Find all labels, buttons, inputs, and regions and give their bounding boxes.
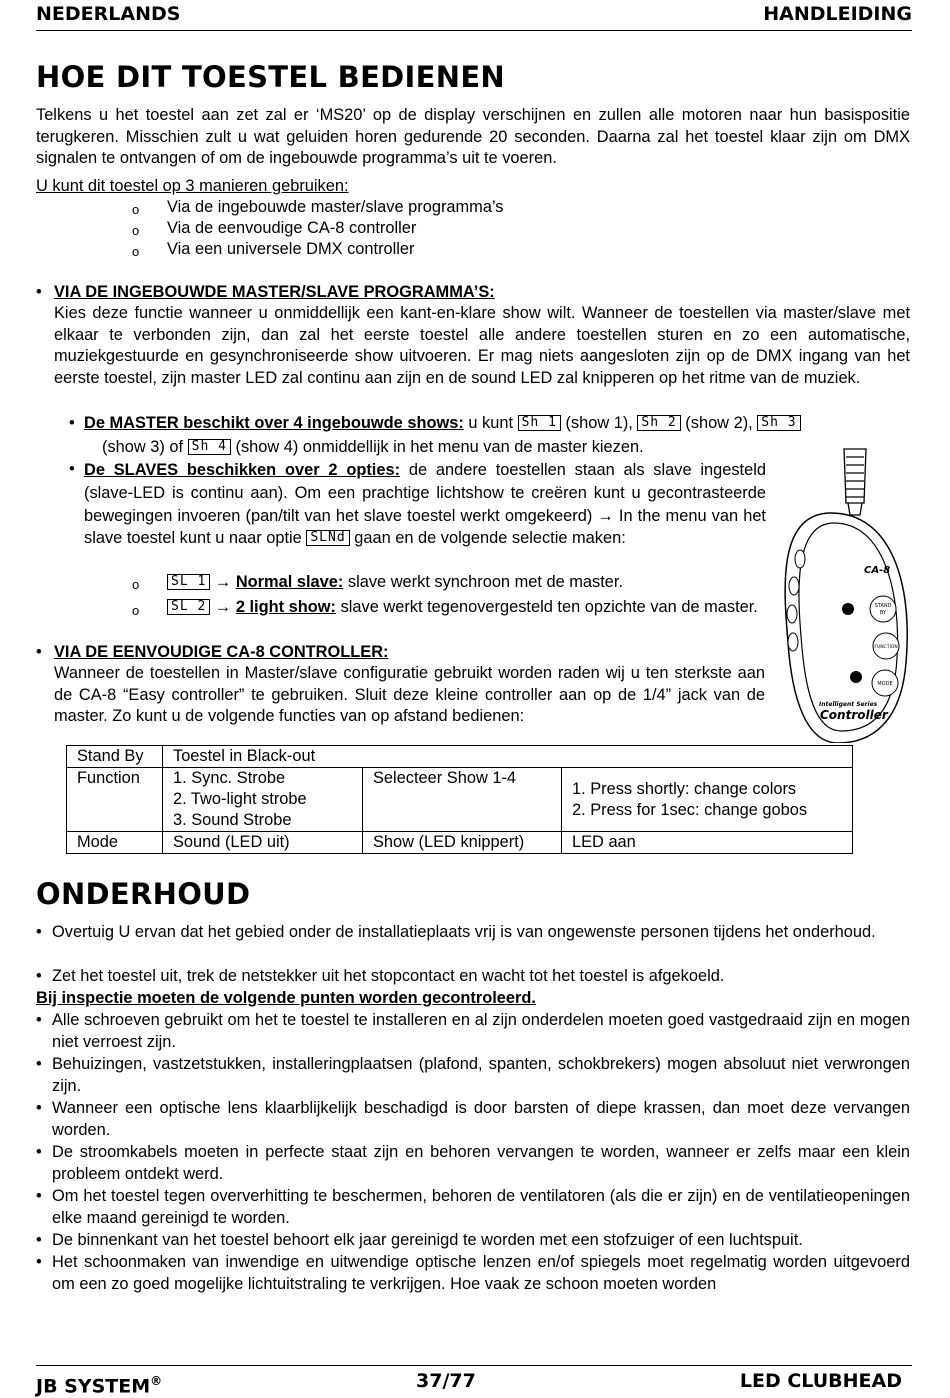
table-row — [67, 746, 853, 768]
circle-bullet-icon: o — [132, 223, 140, 238]
circle-bullet-icon: o — [132, 202, 140, 217]
bullet-icon: • — [36, 967, 42, 985]
page-header — [36, 2, 912, 31]
way-item: Via de ingebouwde master/slave programma’s — [167, 198, 504, 216]
footer-brand: JB SYSTEM® — [36, 1374, 163, 1398]
led-icon — [787, 605, 797, 623]
master-line: De MASTER beschikt over 4 ingebouwde shows: u kunt Sh 1 (show 1), Sh 2 (show 2), Sh 3 — [84, 413, 912, 435]
arrow-icon: → — [214, 598, 232, 616]
ca8-heading: VIA DE EENVOUDIGE CA-8 CONTROLLER: — [54, 643, 389, 661]
ms-heading: VIA DE INGEBOUWDE MASTER/SLAVE PROGRAMMA’S: — [54, 283, 495, 301]
table-cell: Stand By — [67, 746, 163, 768]
bullet-icon: • — [36, 923, 42, 941]
header-title: HANDLEIDING — [763, 3, 912, 25]
header-language: NEDERLANDS — [36, 3, 181, 25]
lcd-display-icon: Sh 4 — [188, 439, 231, 455]
lcd-display-icon: SLNd — [306, 530, 349, 546]
svg-text:STAND: STAND — [874, 603, 892, 609]
bullet-icon: • — [36, 283, 42, 301]
bullet-icon: • — [36, 643, 42, 661]
bullet-icon: • — [36, 1099, 42, 1117]
slaves-heading: De SLAVES beschikken over 2 opties: — [84, 461, 401, 479]
maintenance-item: Overtuig U ervan dat het gebied onder de installatieplaats vrij is van ongewenste personen tijdens het onderhoud. — [52, 923, 876, 941]
way-item: Via een universele DMX controller — [167, 240, 415, 258]
maintenance-item: De stroomkabels moeten in perfecte staat zijn en behoren vervangen te worden, wanneer er zelfs maar een klein probleem ontdekt werd. — [52, 1143, 910, 1183]
led-icon — [789, 577, 799, 595]
table-cell: Sound (LED uit) — [163, 832, 363, 854]
table-cell: Selecteer Show 1-4 — [363, 768, 562, 832]
led-icon — [788, 633, 798, 651]
footer-product: LED CLUBHEAD — [739, 1370, 902, 1392]
stand-by-button[interactable] — [870, 596, 896, 622]
svg-text:MODE: MODE — [877, 681, 893, 687]
maintenance-item: Alle schroeven gebruikt om het te toestel te installeren en al zijn onderdelen moeten goed vastgedraaid zijn en mogen niet verroest zijn. — [52, 1011, 910, 1051]
circle-bullet-icon: o — [132, 577, 140, 592]
maintenance-item: De binnenkant van het toestel behoort elk jaar gereinigd te worden met een stofzuiger of een luchtspuit. — [52, 1231, 803, 1249]
maintenance-item: Wanneer een optische lens klaarblijkelijk beschadigd is door barsten of diepe krassen, dan moet deze vervangen worden. — [52, 1099, 910, 1139]
circle-bullet-icon: o — [132, 244, 140, 259]
page-number: 37/77 — [416, 1370, 476, 1392]
series-label: Intelligent Series — [819, 701, 878, 708]
cable-icon — [844, 449, 866, 515]
way-item: Via de eenvoudige CA-8 controller — [167, 219, 417, 237]
table-cell: LED aan — [562, 832, 853, 854]
section-title-operation: HOE DIT TOESTEL BEDIENEN — [36, 60, 506, 94]
section-title-maintenance: ONDERHOUD — [36, 877, 251, 911]
intro-paragraph: Telkens u het toestel aan zet zal er ‘MS20’ op de display verschijnen en zullen alle motoren naar hun basispositie terugkeren. Misschien zult u wat geluiden horen gedurende 20 seconden. Daarna zal het toestel klaar zijn om DMX signalen te ontvangen of om de ingebouwde programma’s uit te voeren. — [36, 106, 910, 167]
master-heading: De MASTER beschikt over 4 ingebouwde shows: — [84, 414, 464, 432]
led-icon — [795, 550, 805, 568]
bullet-icon: • — [69, 414, 75, 432]
table-cell: Mode — [67, 832, 163, 854]
ca8-controller-illustration — [746, 443, 916, 743]
slave-option-2light: SL 2 → 2 light show: slave werkt tegenovergesteld ten opzichte van de master. — [167, 597, 767, 619]
maintenance-item: Behuizingen, vastzetstukken, installeringplaatsen (plafond, spanten, schokbrekers) mogen absoluut niet verwrongen zijn. — [52, 1055, 910, 1095]
table-row — [67, 832, 853, 854]
table-cell: Toestel in Black-out — [163, 746, 853, 768]
bullet-icon: • — [36, 1011, 42, 1029]
maintenance-item: Zet het toestel uit, trek de netstekker uit het stopcontact en wacht tot het toestel is afgekoeld. — [52, 967, 725, 985]
svg-text:BY: BY — [879, 610, 887, 616]
lcd-display-icon: SL 2 — [167, 599, 210, 615]
lcd-display-icon: Sh 2 — [637, 415, 680, 431]
model-label: CA-8 — [864, 565, 891, 576]
lcd-display-icon: Sh 1 — [518, 415, 561, 431]
table-cell: 1. Sync. Strobe 2. Two-light strobe 3. Sound Strobe — [163, 768, 363, 832]
inspection-heading: Bij inspectie moeten de volgende punten worden gecontroleerd. — [36, 989, 536, 1007]
master-line-2: (show 3) of Sh 4 (show 4) onmiddellijk in het menu van de master kiezen. — [102, 438, 644, 456]
bullet-icon: • — [36, 1055, 42, 1073]
table-cell: Function — [67, 768, 163, 832]
table-row — [67, 768, 853, 832]
controller-label: Controller — [820, 708, 888, 722]
table-cell: 1. Press shortly: change colors 2. Press for 1sec: change gobos — [562, 768, 853, 832]
slave-option-normal: SL 1 → Normal slave: slave werkt synchroon met de master. — [167, 572, 623, 594]
ms-paragraph: Kies deze functie wanneer u onmiddellijk een kant-en-klare show wilt. Wanneer de toestellen via master/slave met elkaar te verbonden zijn, dan zal het eerste toestel alle andere toestellen sturen en zo een automatische, muziekgestuurde en gesynchroniseerde show uitvoeren. Er mag niets aangesloten zijn op de DMX ingang van het eerste toestel, zijn master LED zal continu aan zijn en de sound LED zal knipperen op het ritme van de muziek. — [54, 304, 910, 387]
lcd-display-icon: Sh 3 — [757, 415, 800, 431]
ways-heading: U kunt dit toestel op 3 manieren gebruiken: — [36, 177, 349, 195]
slaves-paragraph: De SLAVES beschikken over 2 opties: de andere toestellen staan als slave ingesteld (slave-LED is continu aan). Om een prachtige lichtshow te creëren kunt u gecontrasteerde bewegingen invoeren (pan/tilt van het slave toestel werkt omgekeerd) → In the menu van het slave toestel kunt u naar optie SLNd gaan en de volgende selectie maken: — [84, 461, 766, 548]
maintenance-item: Om het toestel tegen oververhitting te beschermen, behoren de ventilatoren (als die er zijn) en de ventilatieopeningen elke maand gereinigd te worden. — [52, 1187, 910, 1227]
circle-bullet-icon: o — [132, 603, 140, 618]
arrow-icon: → — [214, 573, 232, 591]
bullet-icon: • — [36, 1231, 42, 1249]
lcd-display-icon: SL 1 — [167, 574, 210, 590]
table-cell: Show (LED knippert) — [363, 832, 562, 854]
page-footer — [36, 1365, 912, 1396]
svg-text:FUNCTION: FUNCTION — [874, 645, 898, 650]
ca8-function-table — [66, 745, 853, 854]
registered-mark: ® — [150, 1374, 163, 1388]
ca8-paragraph: Wanneer de toestellen in Master/slave configuratie gebruikt worden raden wij u ten sterkste aan de CA-8 “Easy controller” te gebruiken. Sluit deze kleine controller aan op de 1/4” jack van de master. Zo kunt u de volgende functies van op afstand bedienen: — [54, 664, 765, 725]
bullet-icon: • — [69, 460, 75, 478]
bullet-icon: • — [36, 1187, 42, 1205]
bullet-icon: • — [36, 1143, 42, 1161]
bullet-icon: • — [36, 1253, 42, 1271]
maintenance-item: Het schoonmaken van inwendige en uitwendige optische lenzen en/of spiegels moet regelmatig worden uitgevoerd om een zo goed mogelijke lichtuitstraling te verkrijgen. Hoe vaak ze schoon moeten worden — [52, 1253, 910, 1293]
